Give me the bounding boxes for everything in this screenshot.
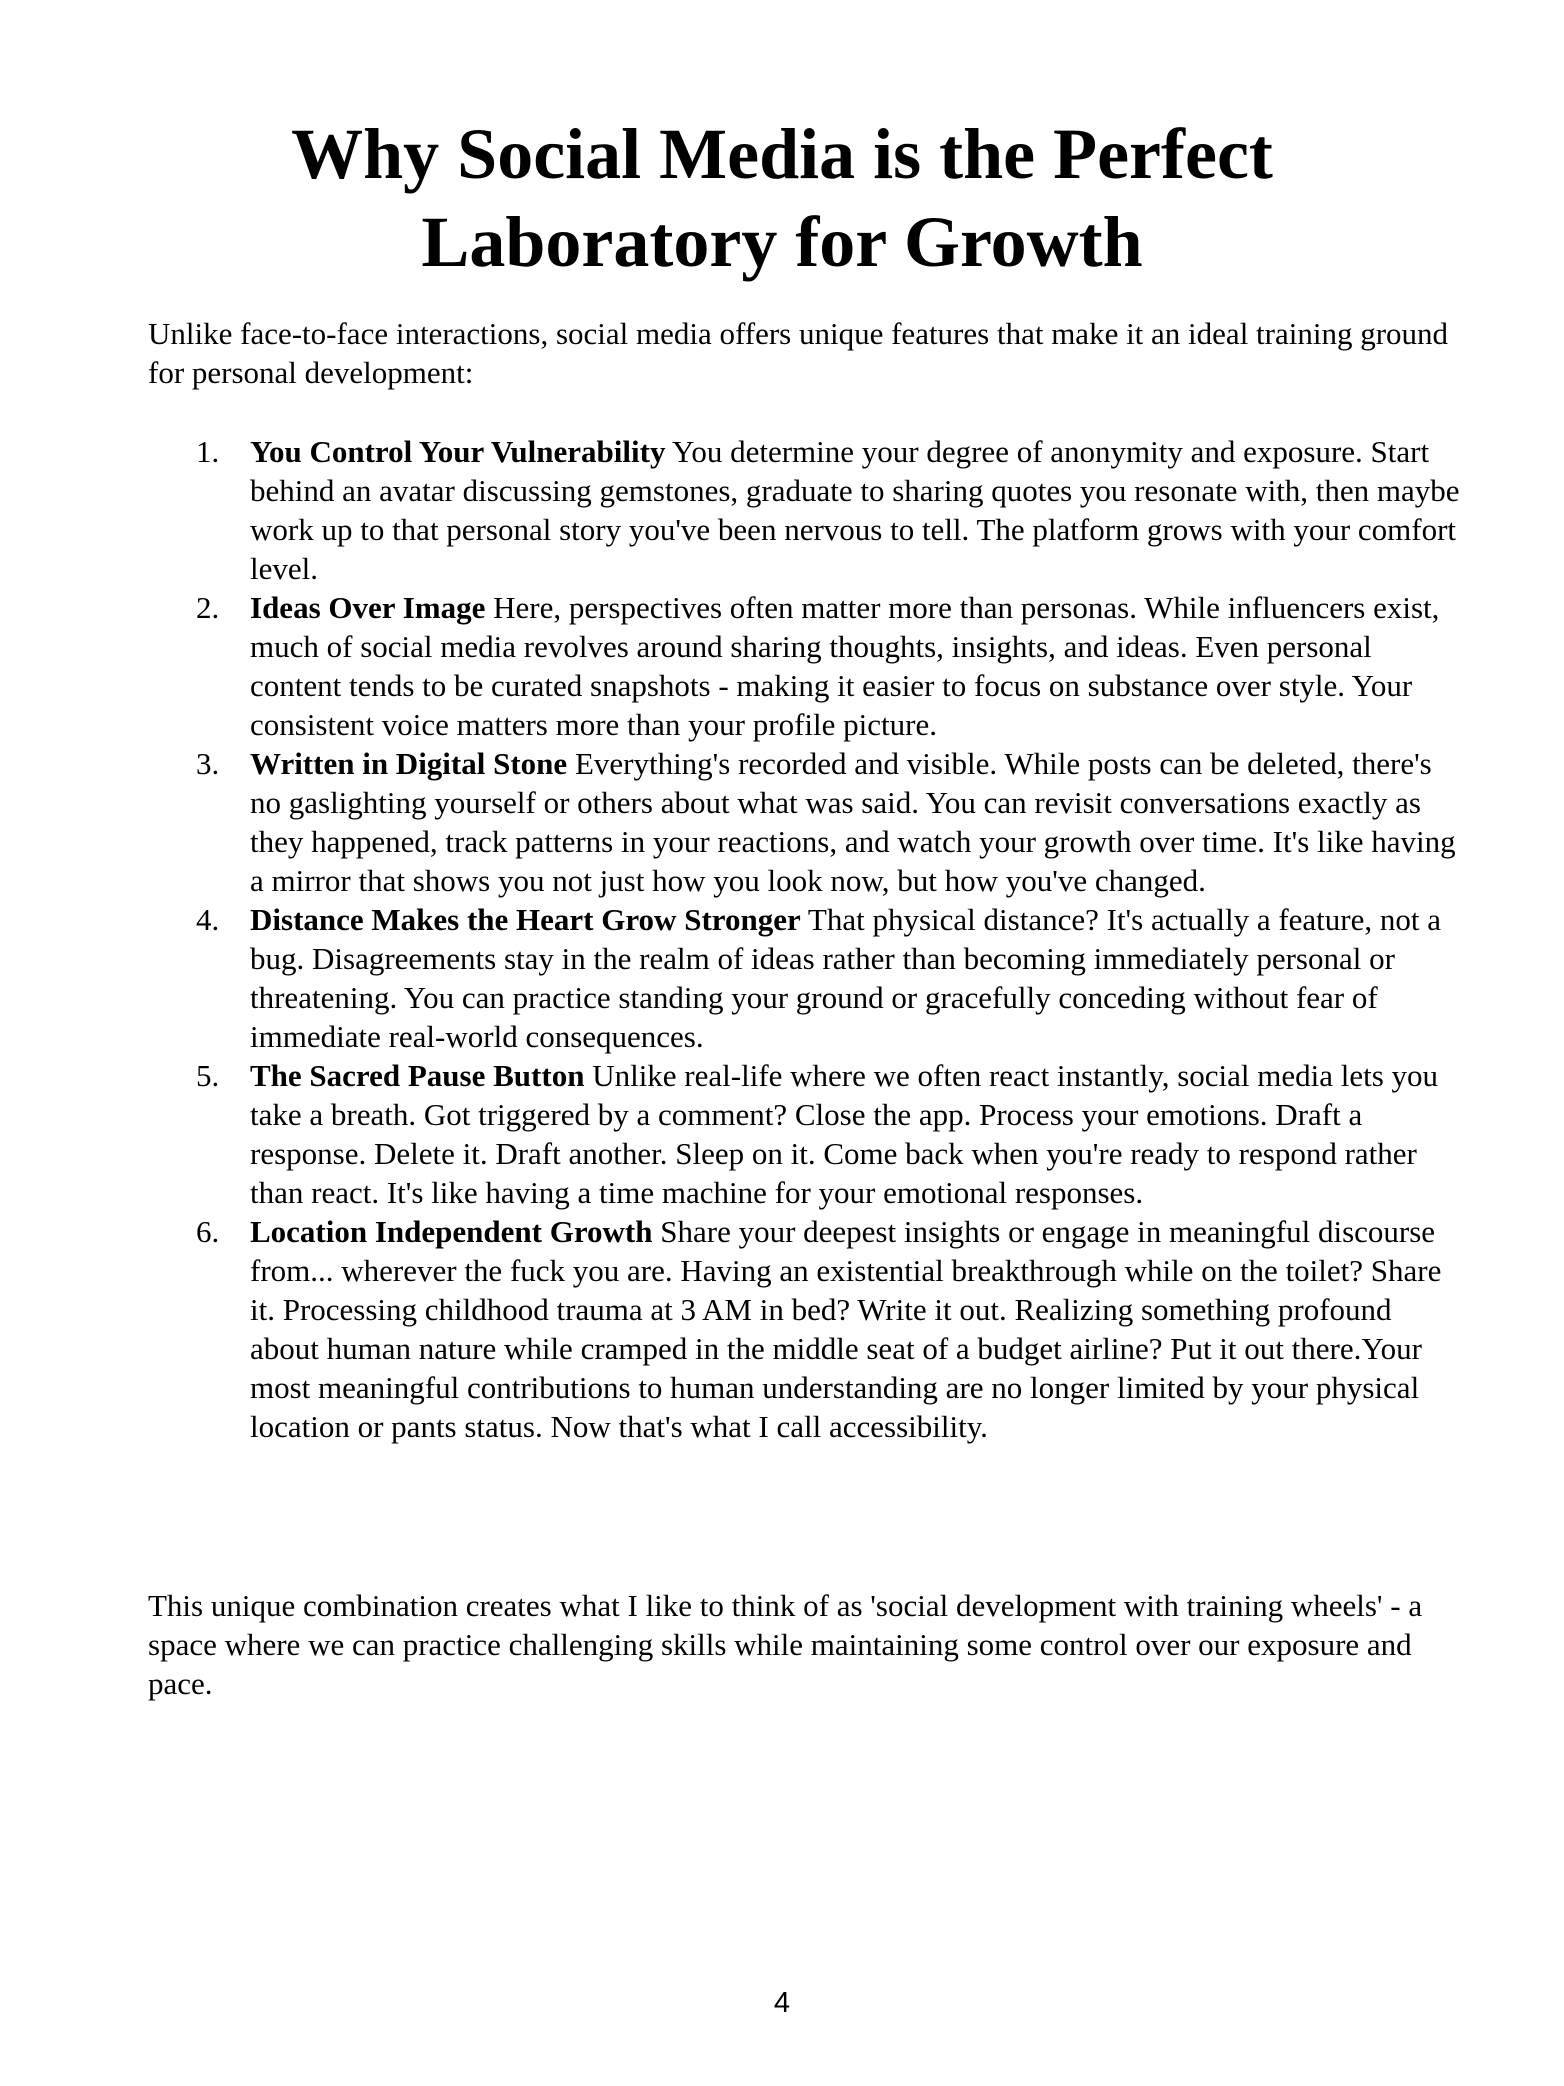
list-item-text: Everything's recorded and visible. While posts can be deleted, there's no gaslighting yourself or others about what was said. You can revisit conversations exactly as they happened, track patterns in your reactions, and watch your growth over time. It's like having a mirror that shows you not just how you look now, but how you've changed.	[250, 746, 1456, 898]
list-item	[148, 588, 1468, 744]
page-title	[0, 110, 1564, 286]
list-item-heading: Distance Makes the Heart Grow Stronger	[250, 902, 801, 937]
list-item	[148, 744, 1468, 900]
list-item	[148, 432, 1468, 588]
list-item-number: 2.	[196, 590, 220, 625]
list-item-text: That physical distance? It's actually a feature, not a bug. Disagreements stay in the realm of ideas rather than becoming immediately personal or threatening. You can practice standing your ground or gracefully conceding without fear of immediate real-world consequences.	[250, 902, 1441, 1054]
list-item-heading: Written in Digital Stone	[250, 746, 568, 781]
list-item-heading: Ideas Over Image	[250, 590, 486, 625]
list-item-number: 6.	[196, 1214, 220, 1249]
list-item-number: 1.	[196, 434, 220, 469]
intro-paragraph: Unlike face-to-face interactions, social media offers unique features that make it an ideal training ground for personal development:	[148, 316, 1449, 390]
list-item	[148, 1212, 1468, 1446]
list-item	[148, 900, 1468, 1056]
list-item-number: 3.	[196, 746, 220, 781]
feature-list	[148, 432, 1468, 1446]
list-item-text: Unlike real-life where we often react instantly, social media lets you take a breath. Got triggered by a comment? Close the app. Process your emotions. Draft a response. Delete it. Draft another. Sleep on it. Come back when you're ready to respond rather than react. It's like having a time machine for your emotional responses.	[250, 1058, 1439, 1210]
list-item-number: 5.	[196, 1058, 220, 1093]
list-item-text: Here, perspectives often matter more than personas. While influencers exist, much of social media revolves around sharing thoughts, insights, and ideas. Even personal content tends to be curated snapshots - making it easier to focus on substance over style. Your consistent voice matters more than your profile picture.	[250, 590, 1440, 742]
list-item-text: Share your deepest insights or engage in meaningful discourse from... wherever the fuck you are. Having an existential breakthrough while on the toilet? Share it. Processing childhood trauma at 3 AM in bed? Write it out. Realizing something profound about human nature while cramped in the middle seat of a budget airline? Put it out there.Your most meaningful contributions to human understanding are no longer limited by your physical location or pants status. Now that's what I call accessibility.	[250, 1214, 1442, 1444]
list-item-number: 4.	[196, 902, 220, 937]
title-line-1: Why Social Media is the Perfect	[291, 114, 1273, 194]
title-line-2: Laboratory for Growth	[421, 202, 1143, 282]
list-item-heading: Location Independent Growth	[250, 1214, 653, 1249]
closing-paragraph: This unique combination creates what I like to think of as 'social development with training wheels' - a space where we can practice challenging skills while maintaining some control over our exposure and pace.	[148, 1588, 1423, 1701]
list-item-heading: You Control Your Vulnerability	[250, 434, 666, 469]
page-number: 4	[773, 1987, 791, 2019]
list-item-heading: The Sacred Pause Button	[250, 1058, 585, 1093]
list-item	[148, 1056, 1468, 1212]
list-item-text: You determine your degree of anonymity and exposure. Start behind an avatar discussing gemstones, graduate to sharing quotes you resonate with, then maybe work up to that personal story you've been nervous to tell. The platform grows with your comfort level.	[250, 434, 1460, 586]
